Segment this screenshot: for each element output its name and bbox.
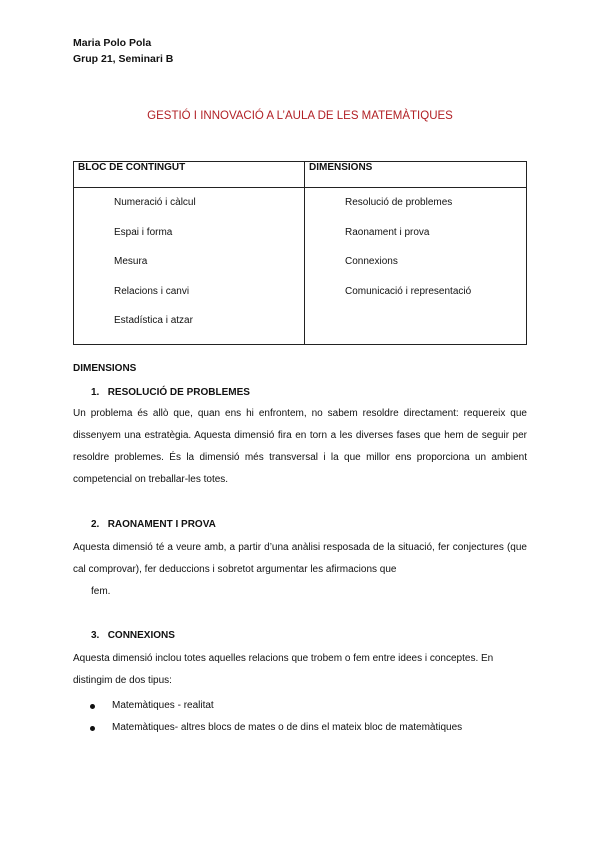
bloc-item: Numeració i càlcul <box>114 197 196 208</box>
document-header <box>73 35 173 67</box>
dimension-item: Raonament i prova <box>345 226 430 238</box>
bloc-item: Estadística i atzar <box>114 315 193 326</box>
bullet-icon <box>90 726 95 731</box>
section-heading-1 <box>91 387 250 398</box>
section-number: 3. <box>91 630 100 641</box>
bullet-icon <box>90 704 95 709</box>
bloc-item: Mesura <box>114 256 148 267</box>
bloc-cell <box>74 188 305 345</box>
dimension-item: Comunicació i representació <box>345 285 472 297</box>
dimension-item: Resolució de problemes <box>345 197 453 208</box>
table-header-bloc: BLOC DE CONTINGUT <box>74 162 305 188</box>
section-number: 2. <box>91 519 100 530</box>
section-title: RAONAMENT I PROVA <box>107 519 216 530</box>
list-item-text: Matemàtiques- altres blocs de mates o de dins el mateix bloc de matemàtiques <box>112 722 463 733</box>
section-heading-2 <box>91 519 216 530</box>
dimension-item: Connexions <box>345 256 398 267</box>
group-info: Grup 21, Seminari B <box>73 53 174 65</box>
list-item-text: Matemàtiques - realitat <box>112 700 214 711</box>
section-title: CONNEXIONS <box>107 630 175 641</box>
section-title: RESOLUCIÓ DE PROBLEMES <box>107 387 250 398</box>
content-table <box>73 161 527 345</box>
list-item <box>90 717 462 739</box>
table-header-dimensions: DIMENSIONS <box>305 162 527 188</box>
list-item <box>90 695 462 717</box>
dimensions-heading: DIMENSIONS <box>73 363 137 374</box>
section-text-main: Aquesta dimensió té a veure amb, a partir d’una anàlisi resposada de la situació, fer conjectures (que cal comprovar), fer deduccions i sobretot argumentar les afirmacions que <box>73 542 527 575</box>
author-name: Maria Polo Pola <box>73 37 152 49</box>
bloc-item: Relacions i canvi <box>114 285 190 297</box>
section-heading-3 <box>91 630 175 641</box>
section-number: 1. <box>91 387 100 398</box>
section-text-last: fem. <box>91 586 111 597</box>
section-text-3: Aquesta dimensió inclou totes aquelles relacions que trobem o fem entre idees i conceptes. En distingim de dos tipus: <box>73 653 494 686</box>
dimensions-cell <box>305 188 527 345</box>
section-text-2 <box>73 537 527 603</box>
bloc-item: Espai i forma <box>114 226 173 238</box>
section-text-1: Un problema és allò que, quan ens hi enfrontem, no sabem resoldre directament: requereix que dissenyem una estratègia. Aquesta dimensió fira en torn a les diverses fases que hem de seguir per resoldre problemes. És la dimensió més transversal i la que millor ens proporciona un ambient competencial on treballar-les totes. <box>73 408 527 485</box>
connections-list <box>90 695 462 739</box>
document-title: GESTIÓ I INNOVACIÓ A L’AULA DE LES MATEMÀTIQUES <box>147 110 453 122</box>
